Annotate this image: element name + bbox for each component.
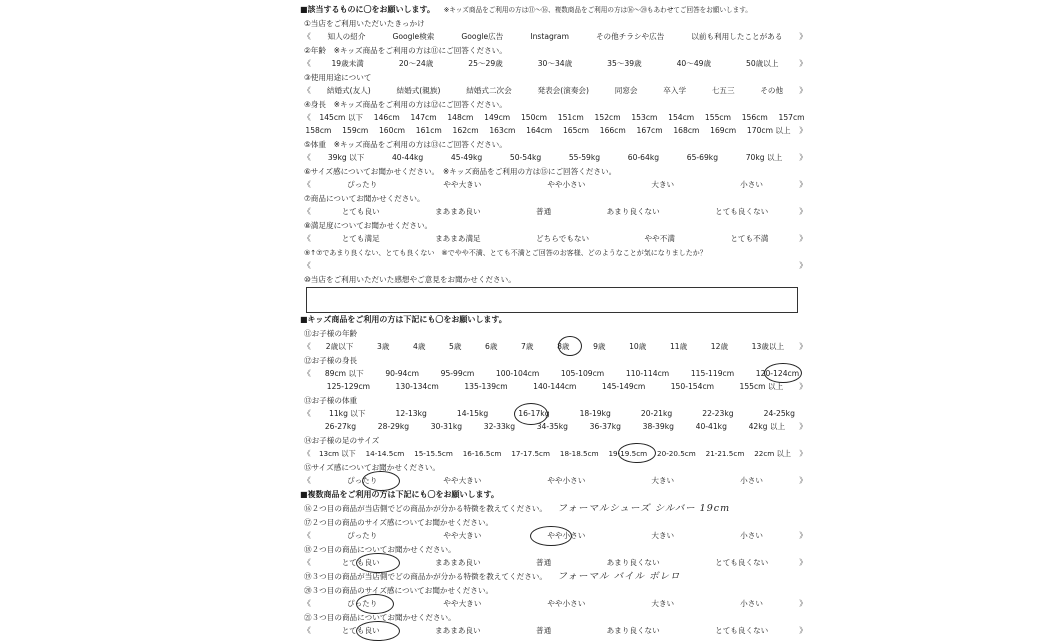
options-q4-line2 (300, 124, 810, 138)
option[interactable]: 普通 (536, 558, 552, 567)
question-4: ④身長 ※キッズ商品をご利用の方は⑫にご回答ください。 (304, 100, 507, 109)
option[interactable]: 50-54kg (509, 153, 542, 162)
option[interactable]: 135-139cm (464, 382, 508, 391)
option[interactable]: 153cm (631, 113, 658, 122)
question-19-text: ⑲３つ目の商品が当店側でどの商品かが分かる特徴を教えてください。 (304, 572, 547, 581)
option[interactable]: 145cm 以下 (319, 113, 364, 122)
option[interactable]: 90-94cm (385, 369, 419, 378)
option[interactable]: 50歳以上 (746, 59, 779, 68)
header-text: ■該当するものに〇をお願いします。 (300, 5, 435, 14)
open-bracket: 《 (303, 234, 311, 243)
question-7: ⑦商品についてお聞かせください。 (304, 194, 425, 203)
option[interactable]: 148cm (447, 113, 474, 122)
open-bracket: 《 (303, 261, 311, 270)
close-bracket: 》 (799, 234, 807, 243)
open-bracket: 《 (303, 476, 311, 485)
option[interactable]: 30-31kg (430, 422, 463, 431)
options-q1 (300, 30, 810, 44)
options-q12-line2 (300, 380, 810, 394)
option[interactable]: 154cm (668, 113, 695, 122)
option[interactable]: 162cm (452, 126, 479, 135)
question-18: ⑱２つ目の商品についてお聞かせください。 (304, 545, 456, 554)
option[interactable]: 16-16.5cm (462, 449, 502, 458)
option[interactable]: とても良くない (715, 207, 769, 216)
close-bracket: 》 (799, 126, 807, 135)
option[interactable]: 40-41kg (695, 422, 727, 431)
option[interactable]: 35～39歳 (607, 59, 642, 68)
option[interactable]: 13歳以上 (751, 342, 785, 351)
option[interactable]: やや大きい (443, 180, 482, 189)
option[interactable]: 2歳以下 (325, 342, 354, 351)
option[interactable]: 151cm (557, 113, 584, 122)
option[interactable]: Google検索 (392, 32, 435, 41)
option[interactable]: とても不満 (730, 234, 769, 243)
option[interactable]: 150-154cm (670, 382, 715, 391)
question-15: ⑮サイズ感についてお聞かせください。 (304, 463, 440, 472)
question-13: ⑬お子様の体重 (304, 396, 358, 405)
option[interactable]: ぴったり (347, 531, 378, 540)
option[interactable]: 知人の紹介 (327, 32, 366, 41)
question-21: ㉑３つ目の商品についてお聞かせください。 (304, 613, 456, 622)
option[interactable]: まあまあ良い (435, 558, 481, 567)
close-bracket: 》 (799, 558, 807, 567)
option[interactable]: ぴったり (347, 476, 378, 485)
option[interactable]: 14-14.5cm (365, 449, 405, 458)
option[interactable]: 16-17kg (518, 409, 550, 418)
option[interactable]: 110-114cm (625, 369, 670, 378)
option[interactable]: 21-21.5cm (705, 449, 745, 458)
option[interactable]: 結婚式二次会 (466, 86, 512, 95)
close-bracket: 》 (799, 153, 807, 162)
options-q4-line1 (300, 111, 810, 125)
open-bracket: 《 (303, 558, 311, 567)
option[interactable]: 小さい (740, 599, 763, 608)
selection-circle-fit-q17 (530, 526, 572, 546)
option[interactable]: まあまあ良い (435, 626, 481, 635)
option[interactable]: その他チラシや広告 (595, 32, 665, 41)
option[interactable]: 7歳 (521, 342, 534, 351)
option[interactable]: 22cm 以上 (754, 449, 791, 458)
option[interactable]: ぴったり (347, 180, 378, 189)
option[interactable]: 結婚式(友人) (326, 86, 371, 95)
option[interactable]: やや小さい (547, 599, 586, 608)
option[interactable]: やや大きい (443, 599, 482, 608)
option[interactable]: 3歳 (376, 342, 390, 351)
option[interactable]: 17-17.5cm (511, 449, 551, 458)
options-q11 (300, 340, 810, 354)
option[interactable]: 25～29歳 (468, 59, 503, 68)
option[interactable]: 小さい (740, 180, 763, 189)
option[interactable]: 45-49kg (450, 153, 483, 162)
option[interactable]: あまり良くない (606, 207, 660, 216)
option[interactable]: 159cm (342, 126, 369, 135)
option[interactable]: 158cm (305, 126, 332, 135)
open-bracket: 《 (303, 599, 311, 608)
option[interactable]: Google広告 (461, 32, 504, 41)
open-bracket: 《 (303, 626, 311, 635)
open-bracket: 《 (303, 409, 311, 418)
option[interactable]: 89cm 以下 (324, 369, 364, 378)
option[interactable]: 152cm (594, 113, 621, 122)
question-11: ⑪お子様の年齢 (304, 329, 358, 338)
options-q13-line1 (300, 407, 810, 421)
option[interactable]: 20-21kg (640, 409, 673, 418)
option[interactable]: 12-13kg (395, 409, 427, 418)
option[interactable]: 普通 (536, 207, 552, 216)
options-q12-line1 (300, 367, 810, 381)
option[interactable]: 小さい (740, 531, 763, 540)
open-bracket: 《 (303, 180, 311, 189)
option[interactable]: とても良い (341, 626, 380, 635)
options-q7 (300, 205, 810, 219)
option[interactable]: 24-25kg (763, 409, 795, 418)
option[interactable]: 150cm (520, 113, 548, 122)
option[interactable]: 大きい (651, 599, 675, 608)
question-8: ⑧満足度についてお聞かせください。 (304, 221, 433, 230)
open-bracket: 《 (303, 342, 311, 351)
option[interactable]: 10歳 (629, 342, 647, 351)
open-bracket: 《 (303, 449, 311, 458)
selection-circle-16-17kg (514, 403, 548, 425)
close-bracket: 》 (799, 599, 807, 608)
handwritten-answer-q16[interactable]: フォーマルシューズ シルバー 19cm (557, 503, 731, 514)
option[interactable]: ぴったり (347, 599, 378, 608)
question-14: ⑭お子様の足のサイズ (304, 436, 380, 445)
close-bracket: 》 (799, 342, 807, 351)
section-header-kids: ■キッズ商品をご利用の方は下記にも〇をお願いします。 (300, 315, 507, 324)
option[interactable]: どちらでもない (536, 234, 590, 243)
option[interactable]: 大きい (651, 531, 675, 540)
close-bracket: 》 (799, 86, 807, 95)
close-bracket: 》 (799, 180, 807, 189)
option[interactable]: 160cm (378, 126, 406, 135)
section-header-general (300, 3, 810, 17)
option[interactable]: 70kg 以上 (745, 153, 783, 162)
option[interactable]: 普通 (536, 626, 552, 635)
question-1: ①当店をご利用いただいたきっかけ (304, 19, 425, 28)
open-bracket: 《 (303, 113, 311, 122)
option[interactable]: 14-15kg (456, 409, 489, 418)
options-q2 (300, 57, 810, 71)
option[interactable]: 12歳 (710, 342, 729, 351)
option[interactable]: 170cm 以上 (746, 126, 791, 135)
option[interactable]: とても良くない (715, 558, 769, 567)
option[interactable]: 155cm 以上 (739, 382, 784, 391)
close-bracket: 》 (799, 261, 807, 270)
options-q5 (300, 151, 810, 165)
option[interactable]: 同窓会 (614, 86, 638, 95)
option[interactable]: 8歳 (557, 342, 570, 351)
selection-circle-8-years (558, 336, 582, 356)
close-bracket: 》 (799, 382, 807, 391)
option[interactable]: 26-27kg (324, 422, 357, 431)
comment-box[interactable] (306, 287, 798, 313)
option[interactable]: 小さい (740, 476, 763, 485)
selection-circle-fit-q20 (356, 594, 394, 614)
option[interactable]: 115-119cm (690, 369, 735, 378)
option[interactable]: 165cm (562, 126, 590, 135)
option[interactable]: 40～49歳 (676, 59, 712, 68)
option[interactable]: 4歳 (413, 342, 426, 351)
question-12: ⑫お子様の身長 (304, 356, 358, 365)
close-bracket: 》 (799, 59, 807, 68)
answer-q9 (300, 259, 810, 273)
option[interactable]: 40-44kg (391, 153, 424, 162)
section-header-multiple: ■複数商品をご利用の方は下記にも〇をお願いします。 (300, 490, 499, 499)
close-bracket: 》 (799, 422, 807, 431)
option[interactable]: やや大きい (443, 531, 482, 540)
option[interactable]: 147cm (410, 113, 437, 122)
option[interactable]: 55-59kg (568, 153, 601, 162)
option[interactable]: あまり良くない (606, 626, 660, 635)
open-bracket: 《 (303, 59, 311, 68)
option[interactable]: 9歳 (593, 342, 606, 351)
close-bracket: 》 (799, 476, 807, 485)
option[interactable]: 結婚式(親族) (396, 86, 441, 95)
option[interactable]: まあまあ満足 (435, 234, 481, 243)
option[interactable]: 13cm 以下 (318, 449, 356, 458)
open-bracket: 《 (303, 531, 311, 540)
open-bracket: 《 (303, 369, 311, 378)
options-q3 (300, 84, 810, 98)
option[interactable]: あまり良くない (606, 558, 660, 567)
option[interactable]: 20～24歳 (398, 59, 434, 68)
option[interactable]: 大きい (651, 476, 675, 485)
option[interactable]: 30～34歳 (537, 59, 573, 68)
option[interactable]: 卒入学 (663, 86, 687, 95)
close-bracket: 》 (799, 626, 807, 635)
open-bracket: 《 (303, 32, 311, 41)
option[interactable]: 20-20.5cm (657, 449, 696, 458)
header-note: ※キッズ商品をご利用の方は⑪～⑯、複数商品をご利用の方は⑯～⑳もあわせてご回答をお願いします。 (443, 6, 752, 14)
option[interactable]: 125-129cm (326, 382, 371, 391)
option[interactable]: 11歳 (669, 342, 688, 351)
question-20: ⑳３つ目の商品のサイズ感についてお聞かせください。 (304, 586, 494, 595)
option[interactable]: 168cm (673, 126, 700, 135)
option[interactable]: 65-69kg (686, 153, 719, 162)
option[interactable]: 169cm (710, 126, 737, 135)
option[interactable]: 166cm (599, 126, 626, 135)
question-5: ⑤体重 ※キッズ商品をご利用の方は⑬にご回答ください。 (304, 140, 507, 149)
option[interactable]: 6歳 (485, 342, 498, 351)
option[interactable]: 34-35kg (536, 422, 568, 431)
option[interactable]: 32-33kg (483, 422, 516, 431)
option[interactable]: 七五三 (711, 86, 735, 95)
option[interactable]: 145-149cm (601, 382, 646, 391)
option[interactable]: 19-19.5cm (608, 449, 648, 458)
option[interactable]: 15-15.5cm (414, 449, 453, 458)
option[interactable]: 39kg 以下 (327, 153, 365, 162)
question-6: ⑥サイズ感についてお聞かせください。 ※キッズ商品をご利用の方は⑮にご回答ください。 (304, 167, 617, 176)
options-q6 (300, 178, 810, 192)
selection-circle-fit-q15 (362, 471, 400, 491)
option[interactable]: 18-18.5cm (559, 449, 599, 458)
open-bracket: 《 (303, 86, 311, 95)
option[interactable]: 42kg 以上 (748, 422, 786, 431)
option[interactable]: 36-37kg (589, 422, 621, 431)
close-bracket: 》 (799, 207, 807, 216)
option[interactable]: 38-39kg (642, 422, 674, 431)
question-10: ⑩当店をご利用いただいた感想やご意見をお聞かせください。 (304, 275, 516, 284)
selection-circle-quality-q21 (356, 621, 400, 641)
option[interactable]: とても良い (341, 207, 380, 216)
options-q13-line2 (300, 420, 810, 434)
option[interactable]: 167cm (636, 126, 663, 135)
question-16 (300, 502, 814, 516)
selection-circle-quality-q18 (356, 553, 400, 573)
option[interactable]: やや小さい (547, 180, 586, 189)
question-17: ⑰２つ目の商品のサイズ感についてお聞かせください。 (304, 518, 494, 527)
option[interactable]: やや小さい (547, 531, 586, 540)
option[interactable]: 130-134cm (395, 382, 439, 391)
option[interactable]: 140-144cm (533, 382, 577, 391)
open-bracket: 《 (303, 153, 311, 162)
option[interactable]: Instagram (530, 32, 569, 41)
selection-circle-120-124cm (764, 363, 802, 383)
option[interactable]: 18-19kg (579, 409, 611, 418)
option[interactable]: 156cm (741, 113, 768, 122)
option[interactable]: 155cm (704, 113, 731, 122)
open-bracket: 《 (303, 207, 311, 216)
option[interactable]: やや不満 (644, 234, 675, 243)
options-q8 (300, 232, 810, 246)
option[interactable]: 161cm (415, 126, 442, 135)
option[interactable]: 164cm (526, 126, 553, 135)
option[interactable]: 22-23kg (702, 409, 734, 418)
close-bracket: 》 (799, 531, 807, 540)
option[interactable]: とても良くない (715, 626, 769, 635)
question-9: ⑨↑⑦であまり良くない、とても良くない ⑧でやや不満、とても不満とご回答のお客様、どのようなことが気になりましたか？ (304, 249, 707, 257)
option[interactable]: 19歳未満 (331, 59, 364, 68)
option[interactable]: とても満足 (341, 234, 380, 243)
option[interactable]: 60-64kg (627, 153, 660, 162)
question-16-text: ⑯２つ目の商品が当店側でどの商品かが分かる特徴を教えてください。 (304, 504, 547, 513)
option[interactable]: 大きい (651, 180, 675, 189)
handwritten-answer-q19[interactable]: フォーマル バイル ボレロ (557, 571, 681, 582)
question-2: ②年齢 ※キッズ商品をご利用の方は⑪にご回答ください。 (304, 46, 507, 55)
option[interactable]: とても良い (341, 558, 380, 567)
option[interactable]: 28-29kg (377, 422, 410, 431)
option[interactable]: 発表会(演奏会) (537, 86, 589, 95)
options-q14 (300, 447, 810, 461)
option[interactable]: 120-124cm (755, 369, 800, 378)
question-3: ③使用用途について (304, 73, 372, 82)
option[interactable]: 以前も利用したことがある (691, 32, 783, 41)
close-bracket: 》 (799, 32, 807, 41)
option[interactable]: その他 (760, 86, 784, 95)
option[interactable]: やや小さい (547, 476, 586, 485)
option[interactable]: 5歳 (449, 342, 462, 351)
option[interactable]: 146cm (373, 113, 400, 122)
option[interactable]: 11kg 以下 (329, 409, 366, 418)
option[interactable]: 95-99cm (440, 369, 475, 378)
option[interactable]: やや大きい (443, 476, 482, 485)
option[interactable]: 163cm (489, 126, 516, 135)
option[interactable]: 157cm (778, 113, 805, 122)
option[interactable]: 105-109cm (560, 369, 605, 378)
option[interactable]: 149cm (484, 113, 511, 122)
option[interactable]: まあまあ良い (435, 207, 481, 216)
survey-sheet (300, 0, 810, 640)
close-bracket: 》 (799, 449, 807, 458)
option[interactable]: 100-104cm (495, 369, 540, 378)
selection-circle-19-19-5cm (618, 443, 656, 463)
